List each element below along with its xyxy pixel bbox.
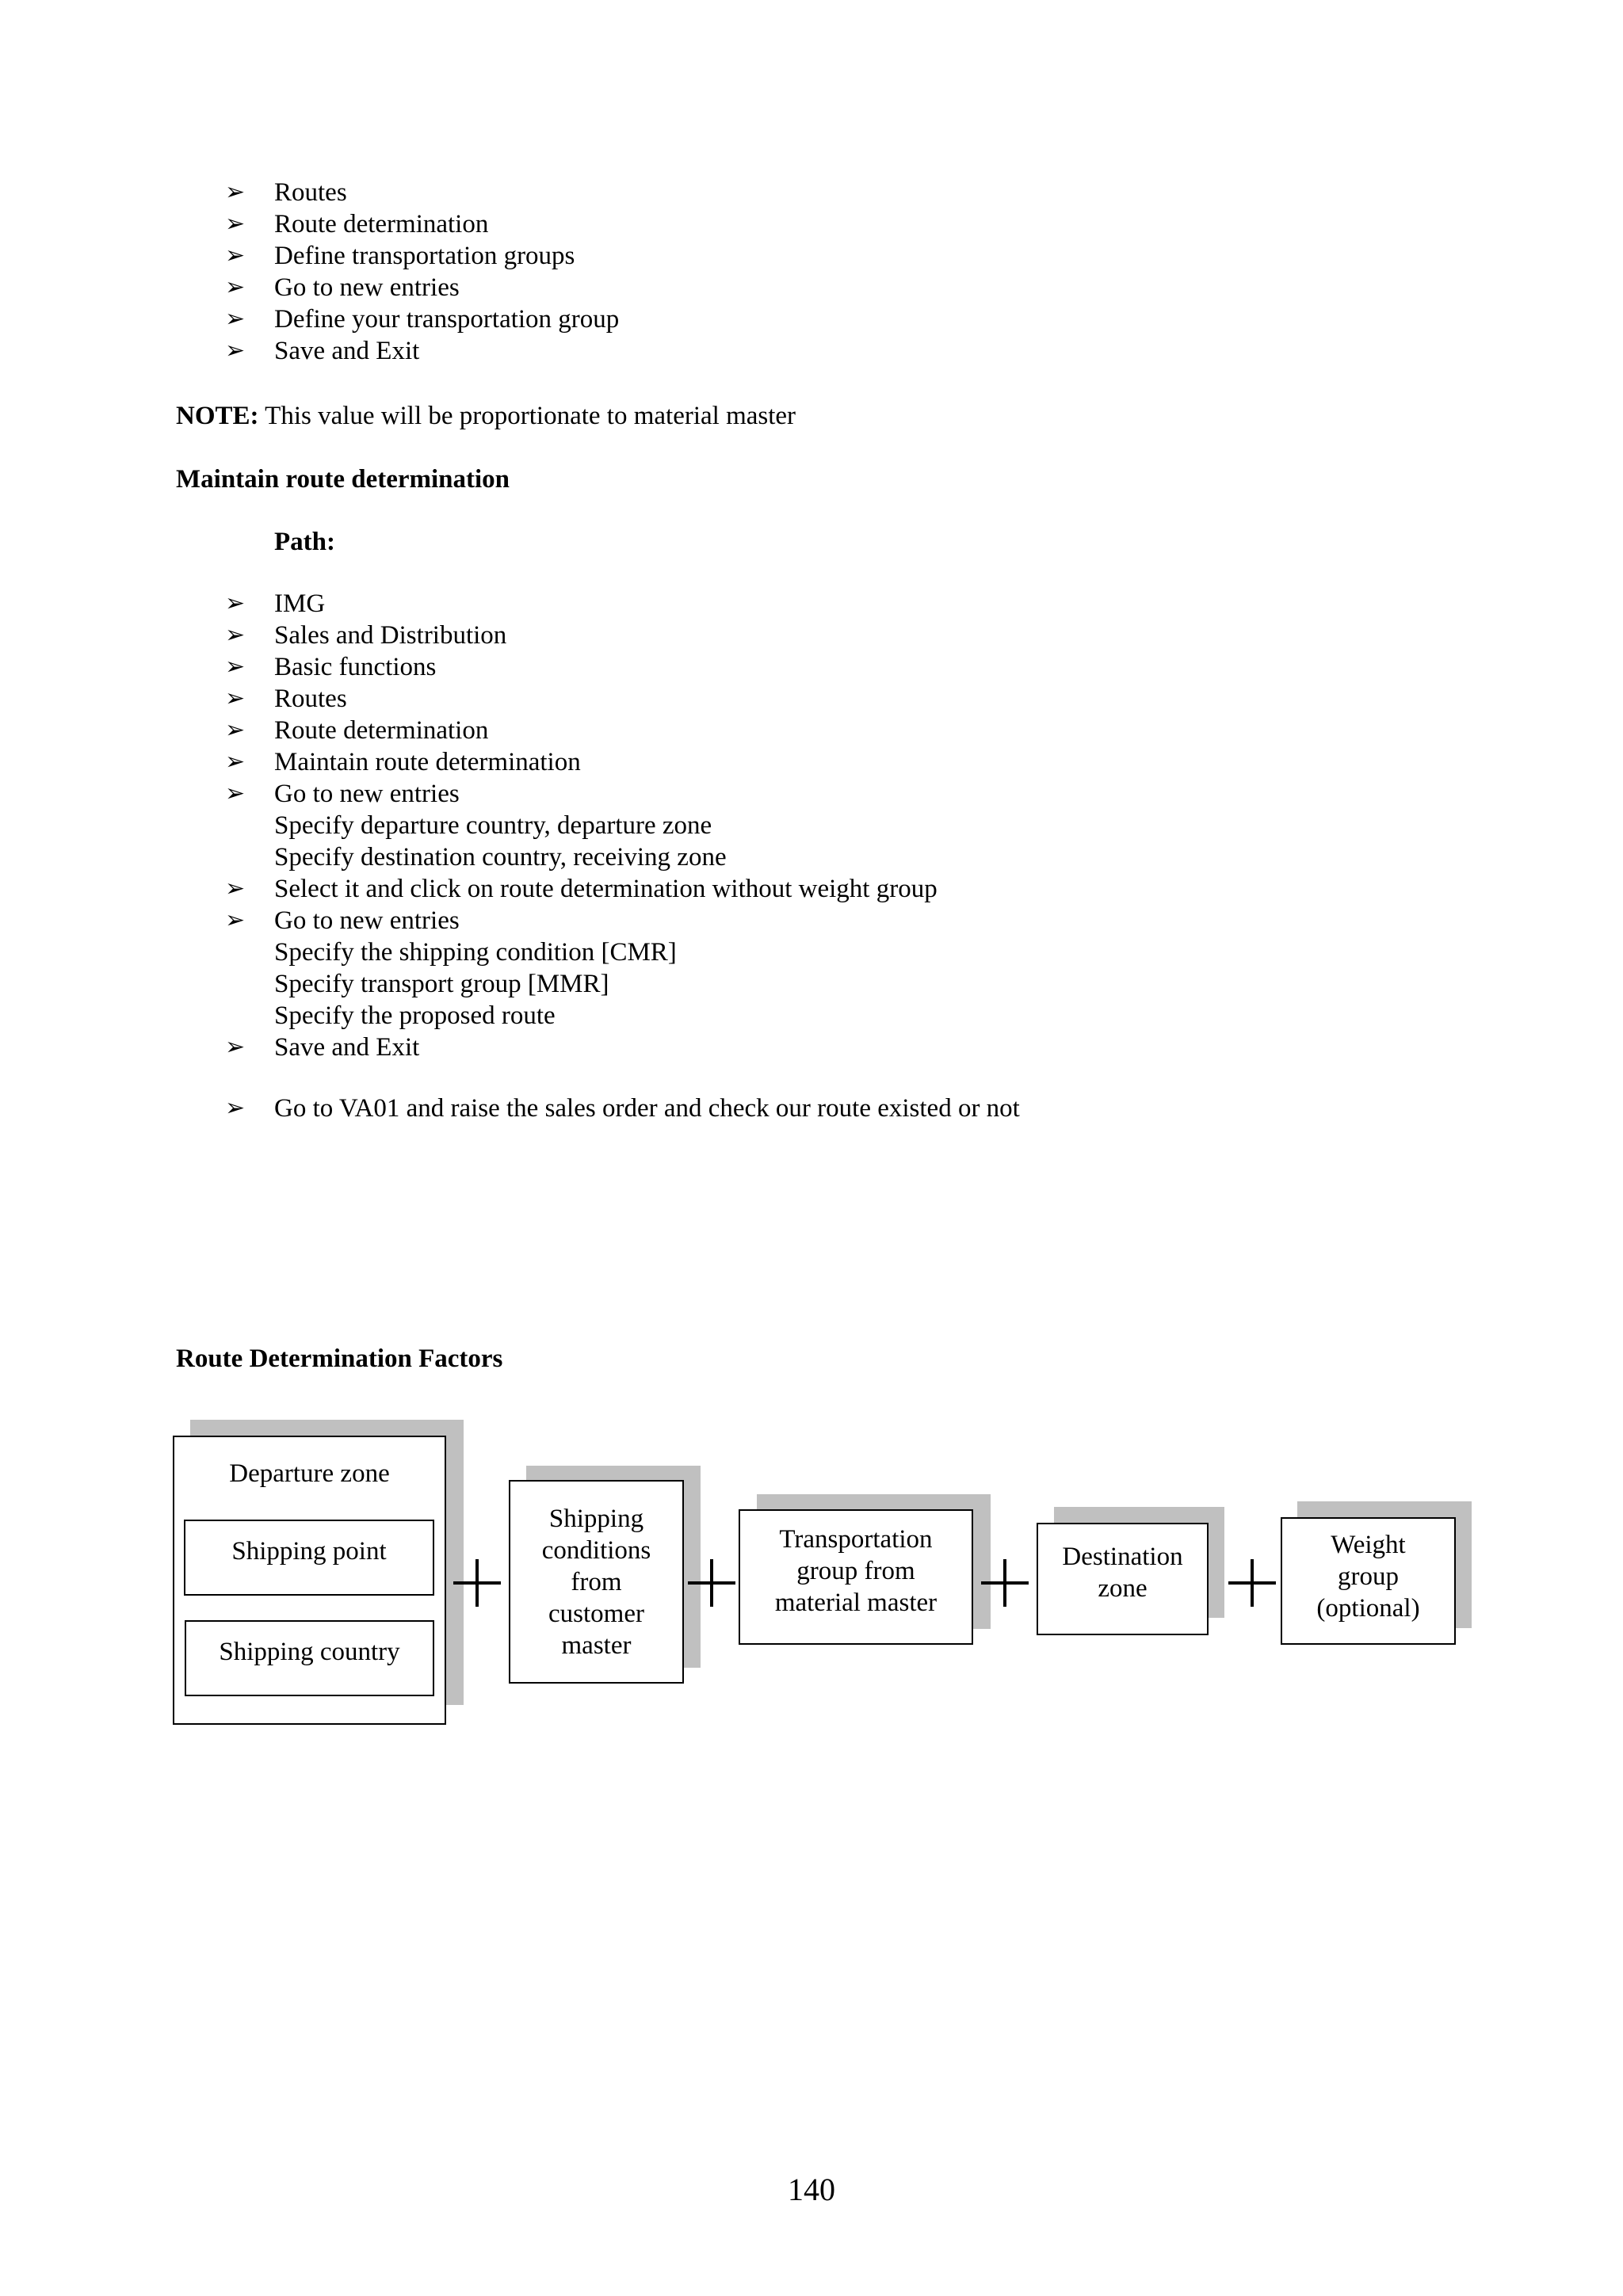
- note-text: This value will be proportionate to material master: [258, 402, 796, 430]
- shipping-conditions-box: [509, 1480, 684, 1684]
- shipping-point-label: Shipping point: [231, 1537, 387, 1566]
- plus-icon: [453, 1559, 501, 1607]
- departure-zone-label: Departure zone: [229, 1459, 390, 1488]
- list-item: ➢ Route determination: [225, 210, 489, 238]
- list-item: ➢ Route determination: [225, 716, 489, 745]
- page-number: 140: [788, 2172, 835, 2207]
- arrow-bullet-icon: ➢: [225, 178, 246, 206]
- list-item: ➢ Save and Exit: [225, 337, 420, 365]
- arrow-bullet-icon: ➢: [225, 1094, 246, 1122]
- list-item: ➢ Routes: [225, 178, 347, 207]
- sub-line: Specify departure country, departure zone: [274, 811, 712, 840]
- shipping-country-label: Shipping country: [219, 1638, 400, 1666]
- destination-zone-box: [1037, 1523, 1209, 1635]
- list-item: ➢ IMG: [225, 589, 326, 618]
- list-item: ➢ Save and Exit: [225, 1033, 420, 1062]
- list-item: ➢ Maintain route determination: [225, 748, 581, 776]
- list-item: ➢ Sales and Distribution: [225, 621, 507, 650]
- section-heading-maintain: Maintain route determination: [176, 465, 510, 494]
- plus-icon: [688, 1559, 735, 1607]
- arrow-bullet-icon: ➢: [225, 305, 246, 333]
- arrow-bullet-icon: ➢: [225, 875, 246, 902]
- sub-line: Specify transport group [MMR]: [274, 970, 609, 998]
- list-item: ➢ Go to new entries Specify the shipping condition [CMR] Specify transport group [MMR] Specify the proposed route: [0, 905, 938, 1032]
- path-label: Path:: [274, 528, 335, 556]
- list-item: ➢ Go to new entries Specify departure country, departure zone Specify destination country, receiving zone: [0, 778, 938, 873]
- plus-icon: [1228, 1559, 1276, 1607]
- arrow-bullet-icon: ➢: [225, 780, 246, 807]
- list-item: ➢ Go to VA01 and raise the sales order and check our route existed or not: [225, 1094, 1020, 1123]
- arrow-bullet-icon: ➢: [225, 210, 246, 238]
- note-paragraph: [176, 400, 796, 432]
- bullet-list-final: [0, 1093, 1020, 1124]
- list-item: ➢ Define your transportation group: [225, 305, 620, 334]
- plus-icon: [981, 1559, 1029, 1607]
- shipping-point-box: [184, 1520, 434, 1596]
- arrow-bullet-icon: ➢: [225, 242, 246, 269]
- section-heading-factors: Route Determination Factors: [176, 1344, 503, 1373]
- list-item: ➢ Routes: [225, 685, 347, 713]
- transportation-group-box: [739, 1509, 973, 1645]
- arrow-bullet-icon: ➢: [225, 1033, 246, 1061]
- arrow-bullet-icon: ➢: [225, 685, 246, 712]
- shipping-country-box: [185, 1620, 434, 1696]
- bullet-list-transportation: [0, 177, 619, 367]
- arrow-bullet-icon: ➢: [225, 653, 246, 681]
- weight-group-label: Weight group (optional): [1316, 1530, 1420, 1623]
- list-item: ➢ Define transportation groups: [225, 242, 575, 270]
- arrow-bullet-icon: ➢: [225, 337, 246, 364]
- destination-zone-label: Destination zone: [1062, 1543, 1183, 1603]
- arrow-bullet-icon: ➢: [225, 748, 246, 776]
- arrow-bullet-icon: ➢: [225, 716, 246, 744]
- list-item: ➢ Go to new entries: [225, 273, 460, 302]
- shipping-conditions-label: Shipping conditions from customer master: [541, 1504, 651, 1660]
- bullet-list-path: [0, 588, 938, 1063]
- sub-line: Specify the proposed route: [274, 1001, 556, 1030]
- note-label: NOTE:: [176, 402, 259, 430]
- arrow-bullet-icon: ➢: [225, 621, 246, 649]
- weight-group-box: [1281, 1517, 1456, 1645]
- sub-line: Specify destination country, receiving zone: [274, 843, 727, 871]
- arrow-bullet-icon: ➢: [225, 906, 246, 934]
- list-item: ➢ Basic functions: [225, 653, 437, 681]
- sub-line: Specify the shipping condition [CMR]: [274, 938, 677, 967]
- arrow-bullet-icon: ➢: [225, 589, 246, 617]
- arrow-bullet-icon: ➢: [225, 273, 246, 301]
- list-item: ➢ Select it and click on route determination without weight group: [225, 875, 938, 903]
- transportation-group-label: Transportation group from material master: [774, 1524, 938, 1617]
